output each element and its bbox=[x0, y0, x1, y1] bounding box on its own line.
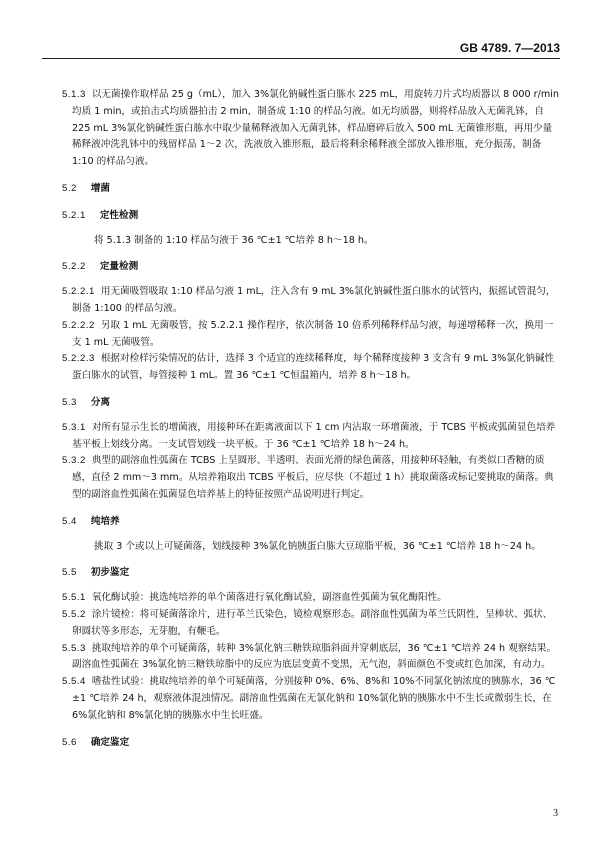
paragraph-number: 5.2.2.1 bbox=[62, 286, 95, 298]
paragraph-number: 5.5.1 bbox=[62, 592, 86, 604]
numbered-paragraph bbox=[62, 453, 560, 503]
paragraph-number: 5.5.2 bbox=[62, 608, 86, 620]
paragraph-number: 5.2.2.2 bbox=[62, 319, 95, 331]
paragraph-text: 典型的副溶血性弧菌在 TCBS 上呈圆形、半透明、表面光滑的绿色菌落，用接种环轻触，有类似口香糖的质感，直径 2 mm～3 mm。从培养箱取出 TCBS 平板后，应尽快（不超过 1 h）挑取菌落或标记要挑取的菌落。典型的副溶血性弧菌在弧菌显色培养基上的特征按照产品说明进行判定。 bbox=[72, 455, 554, 500]
paragraph-text: 挑取纯培养的单个可疑菌落，转种 3%氯化钠三糖铁琼脂斜面并穿刺底层，36 ℃±1 ℃培养 24 h 观察结果。副溶血性弧菌在 3%氯化钠三糖铁琼脂中的反应为底层变黄不变黑，无气泡，斜面颜色不变或红色加深，有动力。 bbox=[72, 642, 557, 671]
numbered-paragraph bbox=[62, 351, 560, 385]
numbered-paragraph bbox=[62, 641, 560, 675]
section-title: 增菌 bbox=[90, 182, 111, 194]
numbered-paragraph bbox=[62, 284, 560, 318]
section-title: 分离 bbox=[90, 396, 111, 408]
paragraph-text: 根据对检样污染情况的估计，选择 3 个适宜的连续稀释度，每个稀释度接种 3 支含有 9 mL 3%氯化钠碱性蛋白胨水的试管，每管接种 1 mL。置 36 ℃±1 ℃恒温箱内，培养 8 h～18 h。 bbox=[72, 353, 555, 382]
paragraph-number: 5.2.2.3 bbox=[62, 353, 95, 365]
section-heading bbox=[62, 208, 560, 225]
section-heading bbox=[62, 259, 560, 276]
section-title: 定性检测 bbox=[99, 209, 139, 221]
section-heading bbox=[62, 181, 560, 198]
section-title: 纯培养 bbox=[90, 515, 120, 527]
paragraph-text: 以无菌操作取样品 25 g（mL），加入 3%氯化钠碱性蛋白胨水 225 mL，用旋转刀片式均质器以 8 000 r/min 均质 1 min，或拍击式均质器拍击 2 min，制备成 1:10 的样品匀液。如无均质器，则将样品放入无菌乳钵，自 225 mL 3%氯化钠碱性蛋白胨水中取少量稀释液加入无菌乳钵，样品磨碎后放入 500 mL 无菌锥形瓶，再用少量稀释液冲洗乳钵中的残留样品 1～2 次，洗液放入锥形瓶，最后将剩余稀释液全部放入锥形瓶，充分振荡，制备 1:10 的样品匀液。 bbox=[72, 89, 559, 168]
numbered-paragraph bbox=[62, 420, 560, 454]
section-number: 5.2 bbox=[62, 182, 77, 194]
section-number: 5.3 bbox=[62, 396, 77, 408]
indented-paragraph: 将 5.1.3 制备的 1:10 样品匀液于 36 ℃±1 ℃培养 8 h～18 h。 bbox=[94, 234, 374, 246]
section-title: 确定鉴定 bbox=[90, 736, 130, 748]
section-number: 5.5 bbox=[62, 567, 77, 579]
paragraph-number: 5.5.3 bbox=[62, 642, 86, 654]
paragraph-text: 对所有显示生长的增菌液，用接种环在距离液面以下 1 cm 内沾取一环增菌液，于 TCBS 平板或弧菌显色培养基平板上划线分离。一支试管划线一块平板。于 36 ℃±1 ℃培养 18 h～24 h。 bbox=[72, 421, 556, 450]
section-title: 定量检测 bbox=[99, 261, 139, 273]
paragraph-number: 5.5.4 bbox=[62, 676, 86, 688]
paragraph-number: 5.3.1 bbox=[62, 421, 86, 433]
section-heading bbox=[62, 395, 560, 412]
numbered-paragraph bbox=[62, 318, 560, 352]
paragraph-text: 另取 1 mL 无菌吸管，按 5.2.2.1 操作程序，依次制备 10 倍系列稀释样品匀液，每递增稀释一次，换用一支 1 mL 无菌吸管。 bbox=[72, 319, 554, 348]
section-title: 初步鉴定 bbox=[90, 567, 130, 579]
paragraph-text: 用无菌吸管吸取 1:10 样品匀液 1 mL，注入含有 9 mL 3%氯化钠碱性蛋白胨水的试管内，振摇试管混匀，制备 1:100 的样品匀液。 bbox=[72, 286, 556, 314]
section-number: 5.4 bbox=[62, 515, 77, 527]
paragraph-number: 5.1.3 bbox=[62, 89, 86, 100]
section-heading bbox=[62, 565, 560, 582]
standard-code: GB 4789. 7—2013 bbox=[459, 41, 560, 55]
numbered-paragraph bbox=[62, 590, 560, 607]
section-number: 5.2.1 bbox=[62, 209, 86, 221]
section-heading bbox=[62, 514, 560, 531]
paragraph-text: 涂片镜检：将可疑菌落涂片，进行革兰氏染色，镜检观察形态。副溶血性弧菌为革兰氏阴性，呈棒状、弧状、卵圆状等多形态，无芽胞，有鞭毛。 bbox=[72, 608, 553, 637]
paragraph-text: 氧化酶试验：挑选纯培养的单个菌落进行氧化酶试验，副溶血性弧菌为氧化酶阳性。 bbox=[91, 592, 447, 604]
header-rule bbox=[42, 58, 560, 59]
numbered-paragraph bbox=[62, 674, 560, 724]
section-number: 5.2.2 bbox=[62, 261, 86, 273]
section-number: 5.6 bbox=[62, 736, 77, 748]
section-heading bbox=[62, 735, 560, 752]
page-number: 3 bbox=[553, 808, 558, 819]
paragraph-text: 嗜盐性试验：挑取纯培养的单个可疑菌落，分别接种 0%、6%、8%和 10%不同氯化钠浓度的胰胨水，36 ℃±1 ℃培养 24 h，观察液体混浊情况。副溶血性弧菌在无氯化钠和 10%氯化钠的胰胨水中不生长或微弱生长，在 6%氯化钠和 8%氯化钠的胰胨水中生长旺盛。 bbox=[72, 676, 556, 721]
numbered-paragraph bbox=[62, 87, 560, 171]
indented-paragraph: 挑取 3 个或以上可疑菌落，划线接种 3%氯化钠胰蛋白胨大豆琼脂平板，36 ℃±1 ℃培养 18 h～24 h。 bbox=[94, 540, 541, 552]
numbered-paragraph bbox=[62, 607, 560, 641]
document-body bbox=[62, 87, 560, 759]
paragraph-number: 5.3.2 bbox=[62, 455, 86, 467]
